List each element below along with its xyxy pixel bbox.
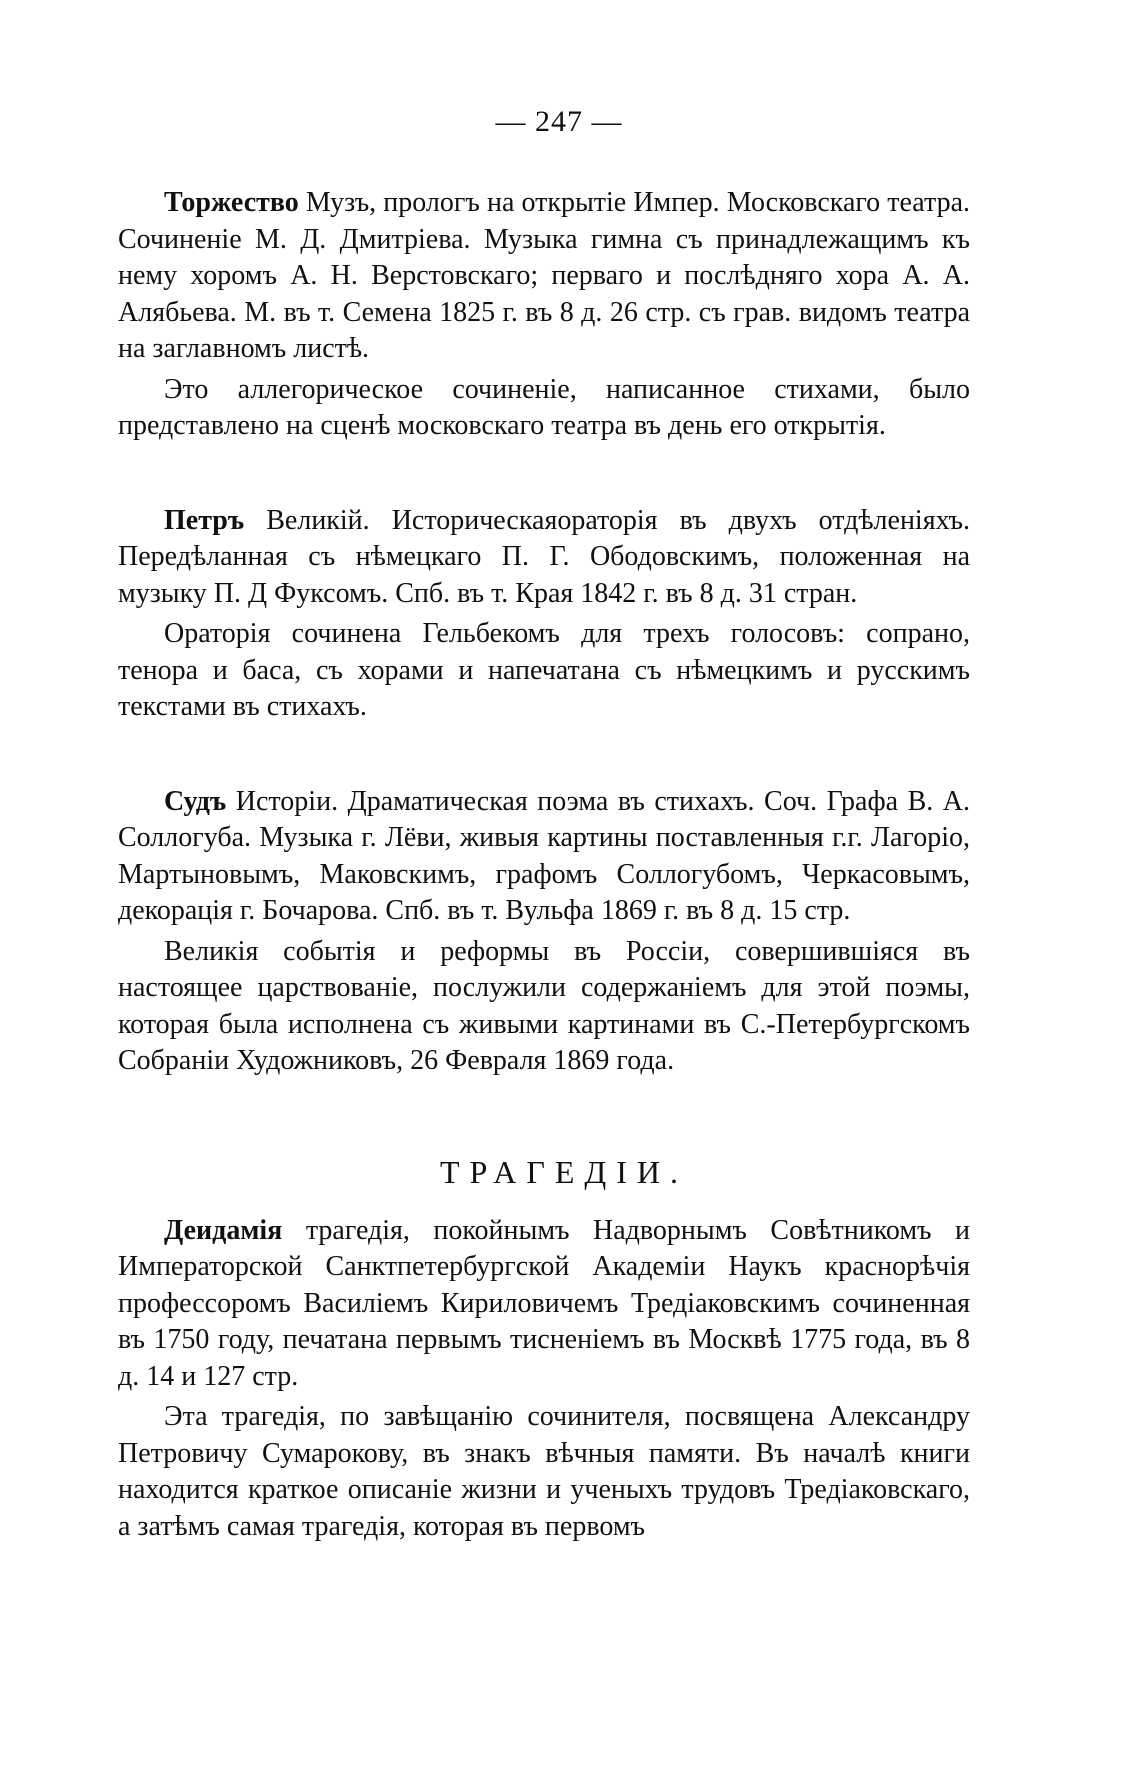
entry-lead-word: Деидамія [164,1214,283,1246]
page-number: — 247 — [495,105,623,138]
catalog-entry-sud-istorii [118,784,970,1080]
entry-body: Музъ, прологъ на открытіе Импер. Московскаго театра. Сочиненіе М. Д. Дмитріева. Музыка гимна съ принадлежащимъ къ нему хоромъ А. Н. Верстовскаго; перваго и послѣдняго хора А. А. Алябьева. М. въ т. Семена 1825 г. въ 8 д. 26 стр. съ грав. видомъ театра на заглавномъ листѣ. [118,187,970,364]
entry-body: Великій. Историческаяораторія въ двухъ отдѣленіяхъ. Передѣланная съ нѣмецкаго П. Г. Ободовскимъ, положенная на музыку П. Д Фуксомъ. Спб. въ т. Края 1842 г. въ 8 д. 31 стран. [118,504,970,609]
entry-body: Исторіи. Драматическая поэма въ стихахъ. Соч. Графа В. А. Соллогуба. Музыка г. Лёви, живыя картины поставленныя г.г. Лагоріо, Мартыновымъ, Маковскимъ, графомъ Соллогубомъ, Черкасовымъ, декорація г. Бочарова. Спб. въ т. Вульфа 1869 г. въ 8 д. 15 стр. [118,785,970,926]
entry-description [118,503,970,613]
entry-body: трагедія, покойнымъ Надворнымъ Совѣтникомъ и Императорской Санктпетербургской Академіи Наукъ краснорѣчія профессоромъ Василіемъ Кириловичемъ Тредіаковскимъ сочиненная въ 1750 году, печатана первымъ тисненіемъ въ Москвѣ 1775 года, въ 8 д. 14 и 127 стр. [118,1214,970,1392]
book-page [118,105,970,1603]
entry-note: Великія событія и реформы въ Россіи, совершившіяся въ настоящее царствованіе, послужили содержаніемъ для этой поэмы, которая была исполнена съ живыми картинами въ С.-Петербургскомъ Собраніи Художниковъ, 26 Февраля 1869 года. [118,935,970,1076]
entry-note: Эта трагедія, по завѣщанію сочинителя, посвящена Александру Петровичу Сумарокову, въ знакъ вѣчныя памяти. Въ началѣ книги находится краткое описаніе жизни и ученыхъ трудовъ Тредіаковскаго, а затѣмъ самая трагедія, которая въ первомъ [118,1401,970,1542]
catalog-entry-deidamiya [118,1213,970,1546]
entry-description [118,784,970,930]
entry-lead-word: Торжество [164,187,299,218]
section-heading: ТРАГЕДІИ. [440,1153,688,1190]
entry-description [118,1213,970,1396]
entry-note: Это аллегорическое сочиненіе, написанное стихами, было представлено на сценѣ московскаго театра въ день его открытія. [118,373,970,441]
section-tragedies [118,1154,970,1546]
entry-note: Ораторія сочинена Гельбекомъ для трехъ голосовъ: сопрано, тенора и баса, съ хорами и напечатана съ нѣмецкимъ и русскимъ текстами въ стихахъ. [118,618,970,722]
entry-lead-word: Петръ [164,504,245,536]
catalog-entry-torzhestvo-muz [118,185,970,445]
entry-lead-word: Судъ [164,785,227,817]
catalog-entry-petr-velikiy [118,503,970,726]
entry-description [118,185,970,368]
